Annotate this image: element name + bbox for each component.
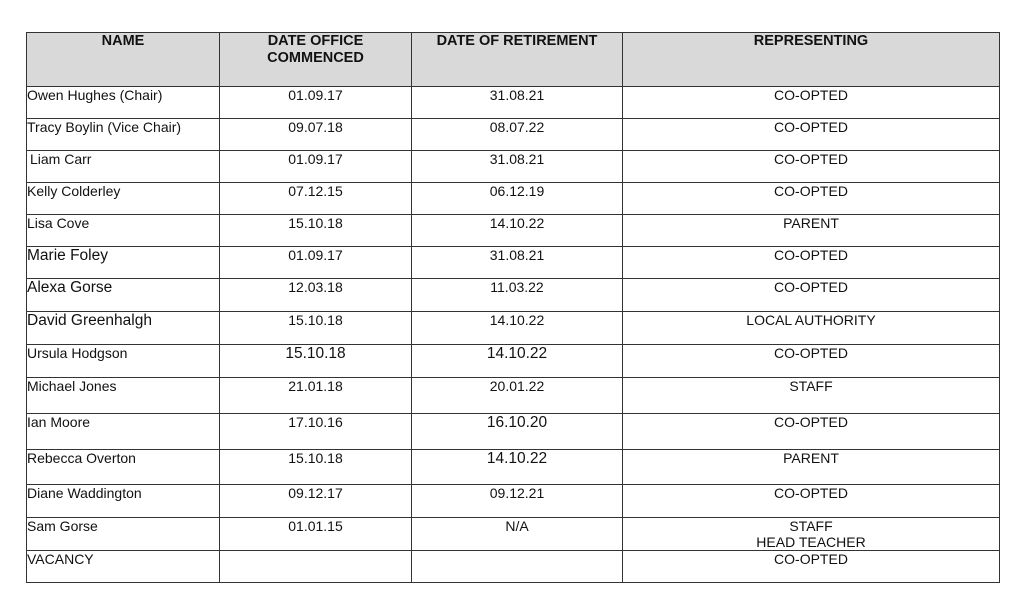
table-row: [27, 551, 1000, 583]
header-date-retirement: DATE OF RETIREMENT: [412, 33, 623, 87]
date-commenced: [220, 119, 412, 151]
representing-text: PARENT: [783, 215, 839, 231]
table-row: [27, 215, 1000, 247]
table-row: [27, 247, 1000, 279]
date-commenced: [220, 378, 412, 414]
representing: [623, 183, 1000, 215]
date-retirement: [412, 450, 623, 485]
date-retirement: [412, 345, 623, 378]
table-row: [27, 279, 1000, 312]
date-commenced-text: 01.09.17: [288, 151, 343, 167]
date-commenced-text: 01.09.17: [288, 87, 343, 103]
table-row: [27, 485, 1000, 518]
date-retirement: [412, 87, 623, 119]
representing-text: CO-OPTED: [774, 151, 848, 167]
representing: [623, 215, 1000, 247]
date-commenced-text: 21.01.18: [288, 378, 343, 394]
header-row: [27, 33, 1000, 87]
date-retirement-text: 14.10.22: [489, 312, 545, 328]
governor-name: [27, 183, 220, 215]
representing-text: CO-OPTED: [774, 87, 848, 103]
date-retirement-text: 31.08.21: [489, 151, 545, 167]
date-commenced: [220, 279, 412, 312]
representing: [623, 450, 1000, 485]
date-commenced-text: 01.09.17: [288, 247, 343, 263]
representing-text: LOCAL AUTHORITY: [746, 312, 876, 328]
table-row: [27, 312, 1000, 345]
governor-name-text: Ian Moore: [27, 414, 91, 430]
date-commenced-text: 07.12.15: [288, 183, 343, 199]
representing-text: CO-OPTED: [774, 414, 848, 430]
governor-name-text: Tracy Boylin (Vice Chair): [27, 119, 182, 135]
date-commenced-text: 15.10.18: [285, 345, 346, 362]
table-row: [27, 183, 1000, 215]
governor-name: [27, 247, 220, 279]
representing-text: STAFF: [789, 378, 833, 394]
date-commenced-text: 01.01.15: [288, 518, 343, 534]
governor-name: [27, 312, 220, 345]
date-retirement-text: 31.08.21: [489, 247, 545, 263]
representing: [623, 345, 1000, 378]
date-commenced: [220, 450, 412, 485]
representing-text: CO-OPTED: [774, 551, 848, 567]
date-retirement: [412, 247, 623, 279]
date-retirement-text: 08.07.22: [489, 119, 545, 135]
governor-name: [27, 414, 220, 450]
date-commenced-text: 17.10.16: [288, 414, 343, 430]
date-retirement: [412, 378, 623, 414]
representing: [623, 119, 1000, 151]
governor-name: [27, 485, 220, 518]
date-commenced: [220, 215, 412, 247]
date-commenced-text: 12.03.18: [288, 279, 343, 295]
table-row: [27, 119, 1000, 151]
representing-text: PARENT: [783, 450, 839, 466]
table-row: [27, 378, 1000, 414]
date-commenced-text: 09.07.18: [288, 119, 343, 135]
governor-name: [27, 119, 220, 151]
date-retirement: [412, 279, 623, 312]
table-row: [27, 345, 1000, 378]
representing: [623, 518, 1000, 551]
date-commenced: [220, 345, 412, 378]
table-row: [27, 87, 1000, 119]
governor-name-text: David Greenhalgh: [27, 312, 152, 329]
date-retirement-text: 14.10.22: [489, 215, 545, 231]
governor-name-text: Lisa Cove: [27, 215, 90, 231]
representing-text: CO-OPTED: [774, 183, 848, 199]
date-commenced: [220, 551, 412, 583]
governor-name-text: Rebecca Overton: [27, 450, 136, 466]
header-name: NAME: [27, 33, 220, 87]
table-body: [27, 87, 1000, 583]
date-commenced: [220, 485, 412, 518]
table-header: [27, 33, 1000, 87]
representing-text: STAFF HEAD TEACHER: [756, 518, 866, 550]
table-row: [27, 518, 1000, 551]
date-retirement: [412, 485, 623, 518]
date-retirement: [412, 551, 623, 583]
representing-text: CO-OPTED: [774, 279, 848, 295]
representing: [623, 151, 1000, 183]
table-row: [27, 414, 1000, 450]
governor-name-text: Marie Foley: [27, 247, 108, 264]
date-retirement: [412, 119, 623, 151]
date-retirement-text: 14.10.22: [486, 450, 548, 467]
representing-text: CO-OPTED: [774, 247, 848, 263]
governor-name: [27, 345, 220, 378]
governor-name: [27, 378, 220, 414]
governor-name: [27, 87, 220, 119]
date-commenced-text: 15.10.18: [288, 215, 343, 231]
governor-name-text: Ursula Hodgson: [27, 345, 128, 361]
representing-text: CO-OPTED: [774, 485, 848, 501]
representing: [623, 87, 1000, 119]
governor-name: [27, 215, 220, 247]
governor-name-text: Sam Gorse: [27, 518, 98, 534]
representing: [623, 551, 1000, 583]
governor-name-text: Diane Waddington: [27, 485, 142, 501]
date-commenced: [220, 414, 412, 450]
governor-name-text: Alexa Gorse: [27, 279, 113, 296]
governors-table: [26, 32, 1000, 583]
representing: [623, 247, 1000, 279]
governor-name-text: Michael Jones: [27, 378, 117, 394]
representing: [623, 312, 1000, 345]
header-representing: REPRESENTING: [623, 33, 1000, 87]
date-commenced-text: 15.10.18: [288, 450, 343, 466]
date-retirement-text: 11.03.22: [490, 279, 544, 295]
date-retirement-text: 09.12.21: [489, 485, 545, 501]
representing-text: CO-OPTED: [774, 345, 848, 361]
governor-name-text: VACANCY: [27, 551, 94, 567]
header-date-commenced: DATE OFFICE COMMENCED: [220, 33, 412, 87]
governor-name: [27, 279, 220, 312]
date-commenced: [220, 518, 412, 551]
date-retirement: [412, 414, 623, 450]
representing-text: CO-OPTED: [774, 119, 848, 135]
date-commenced: [220, 183, 412, 215]
date-retirement: [412, 215, 623, 247]
representing: [623, 378, 1000, 414]
date-commenced: [220, 151, 412, 183]
governor-name-text: Owen Hughes (Chair): [27, 87, 163, 103]
table-row: [27, 450, 1000, 485]
governor-name: [27, 518, 220, 551]
date-retirement-text: N/A: [505, 518, 529, 534]
governor-name-text: Liam Carr: [30, 151, 92, 167]
date-retirement-text: 20.01.22: [489, 378, 545, 394]
representing: [623, 414, 1000, 450]
date-commenced: [220, 87, 412, 119]
representing: [623, 485, 1000, 518]
date-retirement-text: 14.10.22: [486, 345, 548, 362]
date-retirement: [412, 151, 623, 183]
date-retirement: [412, 183, 623, 215]
date-commenced: [220, 247, 412, 279]
date-retirement-text: 06.12.19: [489, 183, 545, 199]
governor-name: [27, 151, 220, 183]
governor-name-text: Kelly Colderley: [27, 183, 121, 199]
date-retirement-text: 31.08.21: [489, 87, 545, 103]
date-commenced: [220, 312, 412, 345]
governor-name: [27, 450, 220, 485]
table-row: [27, 151, 1000, 183]
date-commenced-text: 09.12.17: [288, 485, 343, 501]
date-retirement-text: 16.10.20: [486, 414, 548, 431]
governor-name: [27, 551, 220, 583]
date-retirement: [412, 312, 623, 345]
date-retirement: [412, 518, 623, 551]
representing: [623, 279, 1000, 312]
date-commenced-text: 15.10.18: [288, 312, 343, 328]
